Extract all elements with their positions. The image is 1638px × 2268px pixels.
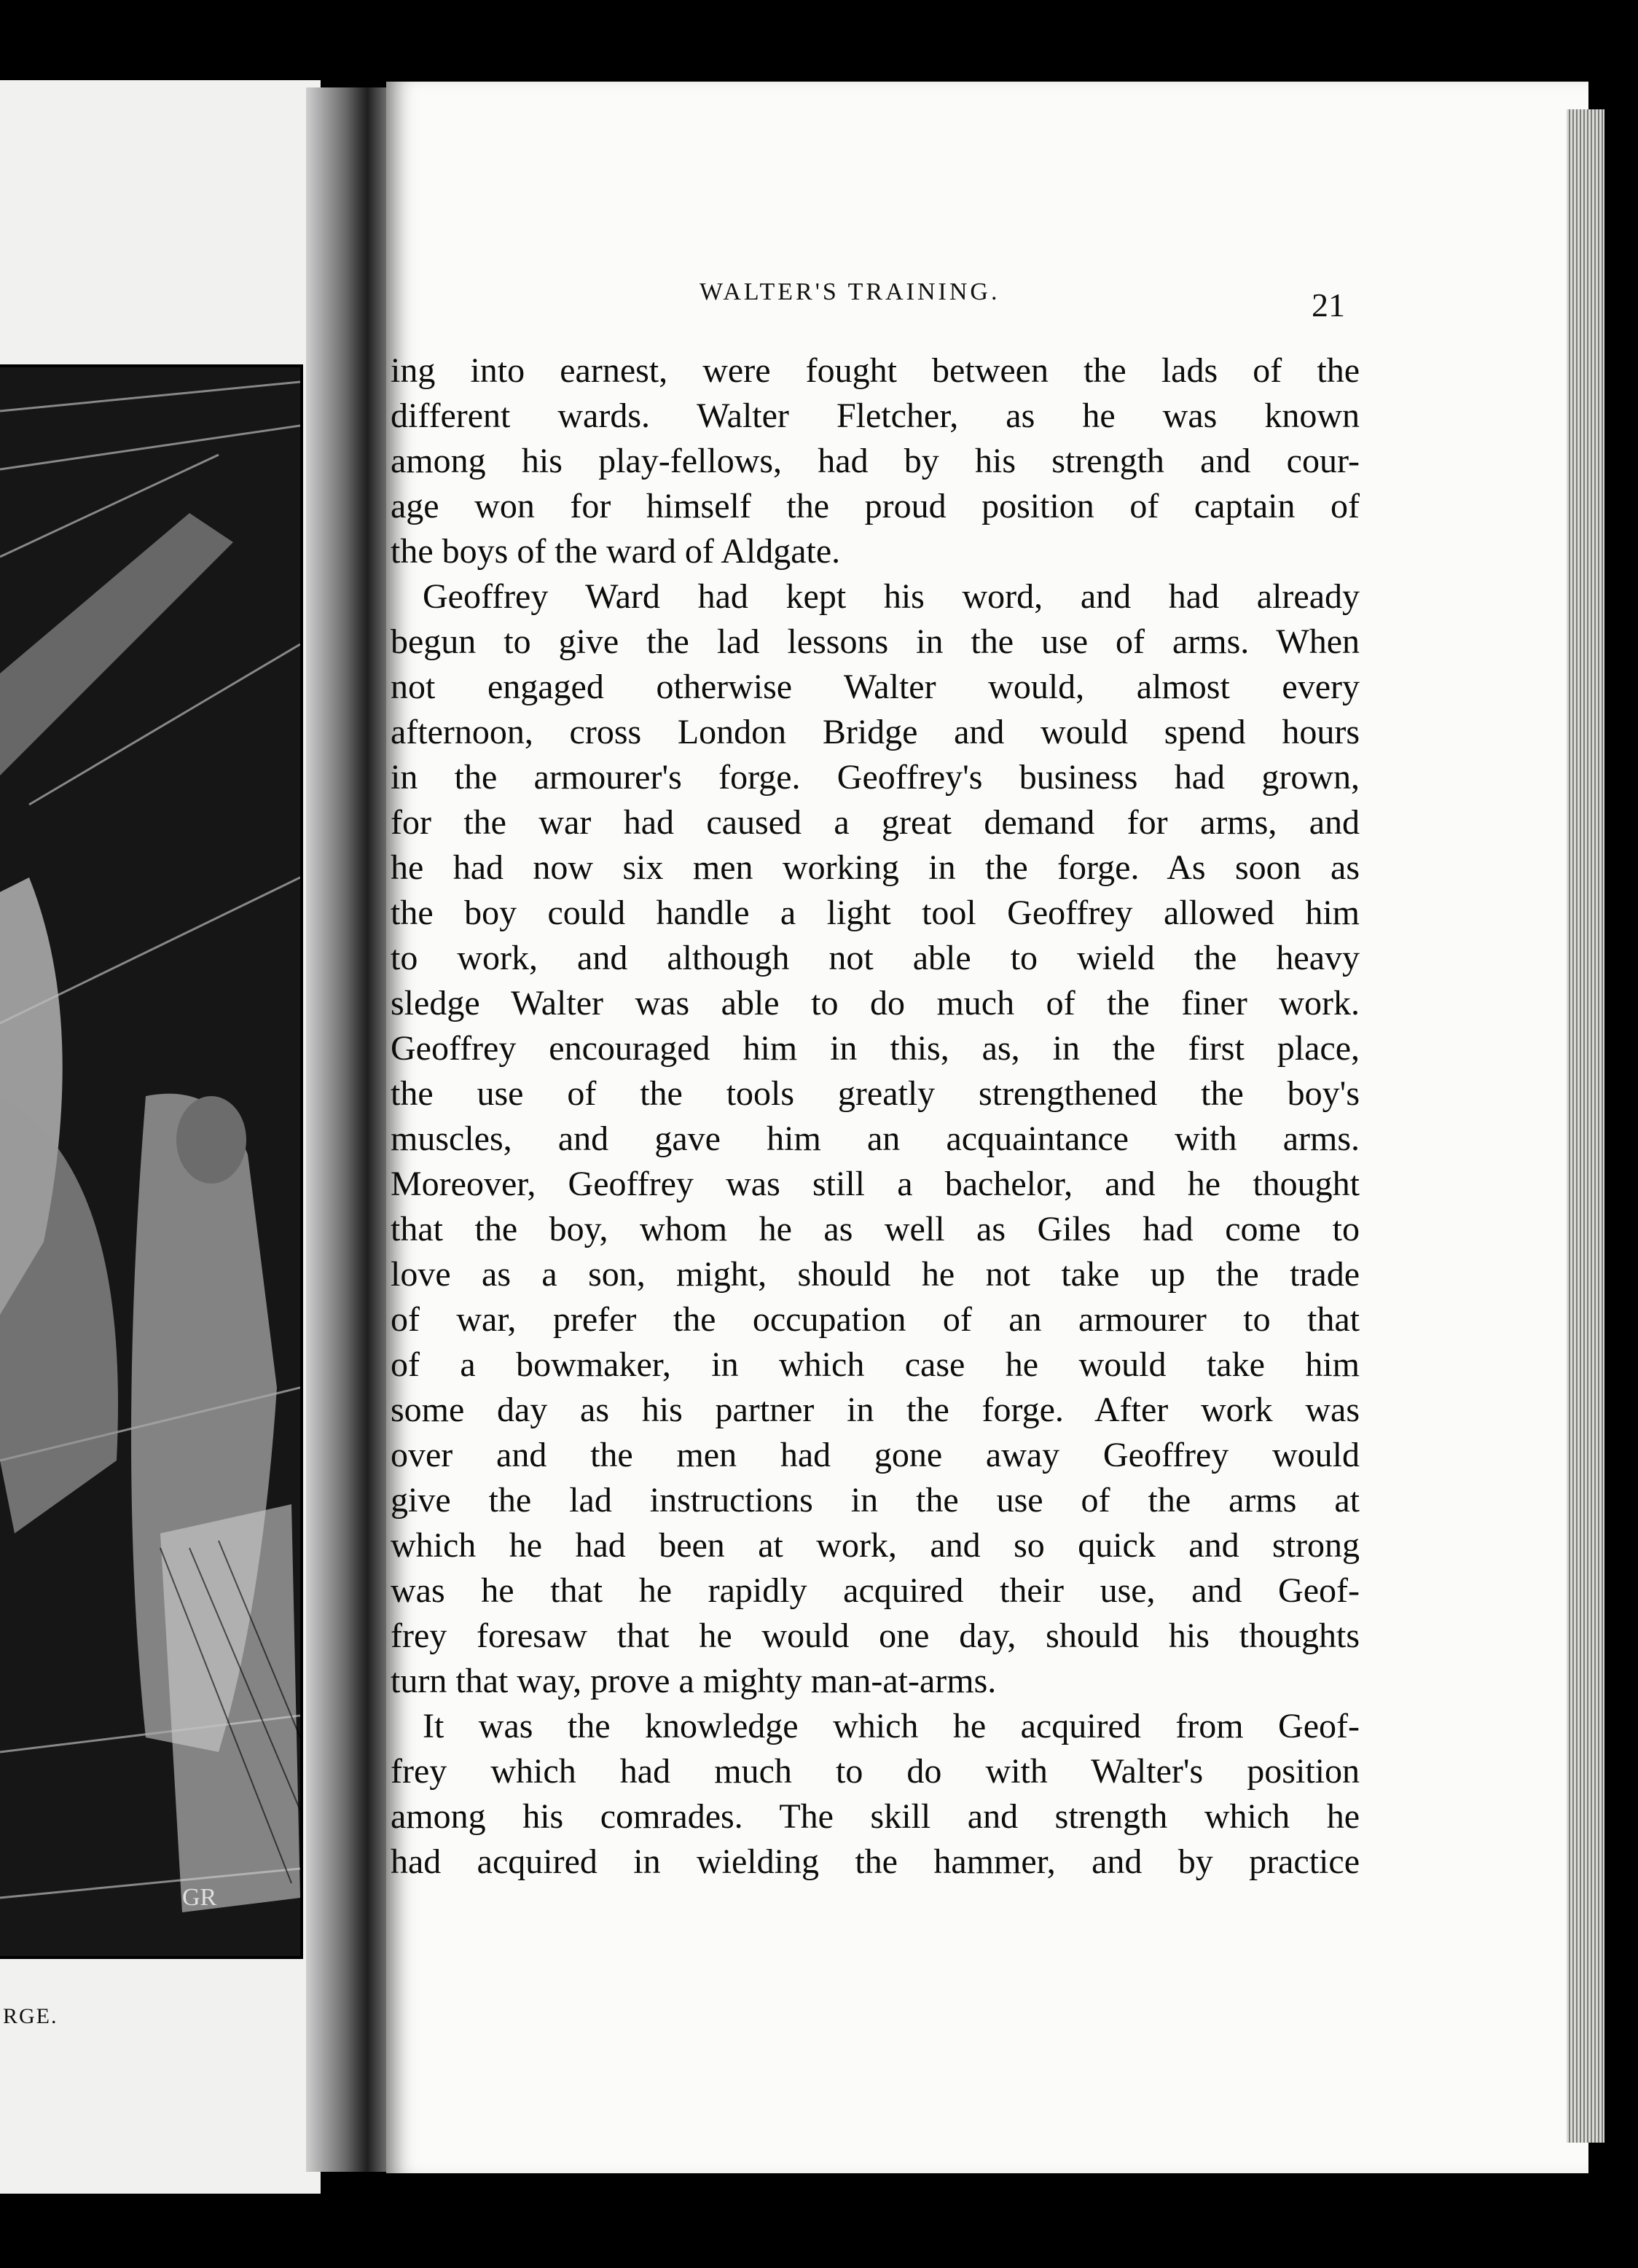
text-line: of war, prefer the occupation of an armourer to that [391,1300,1360,1339]
text-line: some day as his partner in the forge. After work was [391,1391,1360,1429]
text-line: frey which had much to do with Walter's position [391,1752,1360,1791]
text-line: the boy could handle a light tool Geoffrey allowed him [391,893,1360,932]
text-line: love as a son, might, should he not take up the trade [391,1255,1360,1294]
book-gutter [306,87,393,2172]
forge-engraving-illustration [0,364,303,1959]
text-line: which he had been at work, and so quick and strong [391,1526,1360,1565]
text-line: Moreover, Geoffrey was still a bachelor, and he thought [391,1165,1360,1203]
text-line: the use of the tools greatly strengthened the boy's [391,1074,1360,1113]
text-line: turn that way, prove a mighty man-at-arms. [391,1662,997,1700]
text-line: It was the knowledge which he acquired from Geof- [423,1707,1360,1745]
text-line: give the lad instructions in the use of the arms at [391,1481,1360,1520]
text-line: the boys of the ward of Aldgate. [391,532,841,571]
text-line: frey foresaw that he would one day, should his thoughts [391,1616,1360,1655]
text-line: he had now six men working in the forge. As soon as [391,848,1360,887]
engraving-artwork [0,367,300,1956]
text-line: over and the men had gone away Geoffrey would [391,1436,1360,1474]
text-line: was he that he rapidly acquired their use, and Geof- [391,1571,1360,1610]
text-line: that the boy, whom he as well as Giles had come to [391,1210,1360,1248]
text-line: not engaged otherwise Walter would, almost every [391,668,1360,706]
text-line: Geoffrey encouraged him in this, as, in the first place, [391,1029,1360,1068]
text-line: Geoffrey Ward had kept his word, and had already [423,577,1360,616]
text-line: different wards. Walter Fletcher, as he was known [391,396,1360,435]
text-line: muscles, and gave him an acquaintance with arms. [391,1119,1360,1158]
text-line: afternoon, cross London Bridge and would spend hours [391,713,1360,751]
body-text [391,348,1360,1885]
text-line: age won for himself the proud position of captain of [391,487,1360,525]
text-line: sledge Walter was able to do much of the finer work. [391,984,1360,1022]
text-line: among his play-fellows, had by his strength and cour- [391,442,1360,480]
text-line: to work, and although not able to wield the heavy [391,939,1360,977]
left-page-caption: RGE. [3,2004,58,2028]
text-line: begun to give the lad lessons in the use of arms. When [391,622,1360,661]
text-line: among his comrades. The skill and strength which he [391,1797,1360,1836]
text-line: of a bowmaker, in which case he would take him [391,1345,1360,1384]
running-head: WALTER'S TRAINING. [700,278,1000,305]
left-page [0,80,321,2194]
page-number: 21 [1312,286,1345,324]
engraver-signature: GR [182,1884,217,1911]
text-line: ing into earnest, were fought between the lads of the [391,351,1360,390]
text-line: had acquired in wielding the hammer, and by practice [391,1842,1360,1881]
page-edges [1567,109,1604,2143]
text-line: in the armourer's forge. Geoffrey's business had grown, [391,758,1360,797]
text-line: for the war had caused a great demand for arms, and [391,803,1360,842]
